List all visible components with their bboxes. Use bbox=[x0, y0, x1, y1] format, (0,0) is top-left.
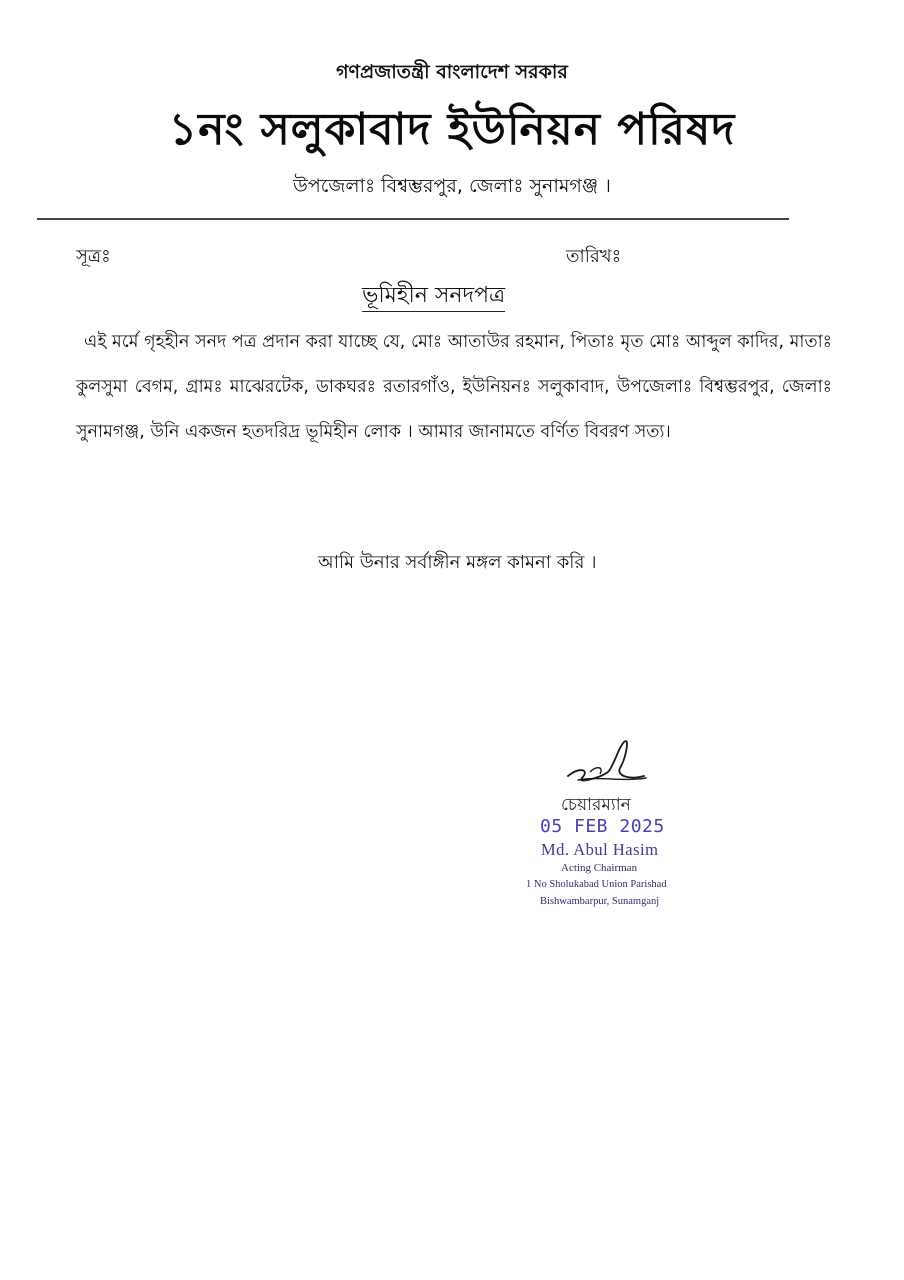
government-heading: গণপ্রজাতন্ত্রী বাংলাদেশ সরকার bbox=[336, 61, 568, 83]
stamp-signatory-role: Acting Chairman bbox=[561, 862, 638, 874]
date-label: তারিখঃ bbox=[566, 246, 622, 267]
stamp-organization: 1 No Sholukabad Union Parishad bbox=[526, 879, 667, 890]
header-divider bbox=[37, 218, 789, 220]
certificate-title: ভূমিহীন সনদপত্র bbox=[362, 282, 505, 312]
stamp-signatory-name: Md. Abul Hasim bbox=[541, 840, 659, 859]
union-council-name: ১নং সলুকাবাদ ইউনিয়ন পরিষদ bbox=[168, 104, 736, 155]
certificate-body: এই মর্মে গৃহহীন সনদ পত্র প্রদান করা যাচ্ছে যে, মোঃ আতাউর রহমান, পিতাঃ মৃত মোঃ আব্দুল কাদির, মাতাঃ কুলসুমা বেগম, গ্রামঃ মাঝেরটেক, ডাকঘরঃ রতারগাঁও, ইউনিয়নঃ সলুকাবাদ, উপজেলাঃ বিশ্বম্ভরপুর, জেলাঃ সুনামগঞ্জ, উনি একজন হতদরিদ্র ভূমিহীন লোক । আমার জানামতে বর্ণিত বিবরণ সত্য। bbox=[76, 332, 832, 442]
date-stamp: 05 FEB 2025 bbox=[540, 816, 665, 837]
reference-label: সূত্রঃ bbox=[76, 246, 111, 267]
stamp-location: Bishwambarpur, Sunamganj bbox=[540, 896, 660, 907]
closing-wish: আমি উনার সর্বাঙ্গীন মঙ্গল কামনা করি । bbox=[318, 552, 597, 573]
signature-image bbox=[560, 736, 650, 786]
signatory-designation: চেয়ারম্যান bbox=[561, 795, 631, 815]
council-address: উপজেলাঃ বিশ্বম্ভরপুর, জেলাঃ সুনামগঞ্জ । bbox=[293, 175, 611, 197]
